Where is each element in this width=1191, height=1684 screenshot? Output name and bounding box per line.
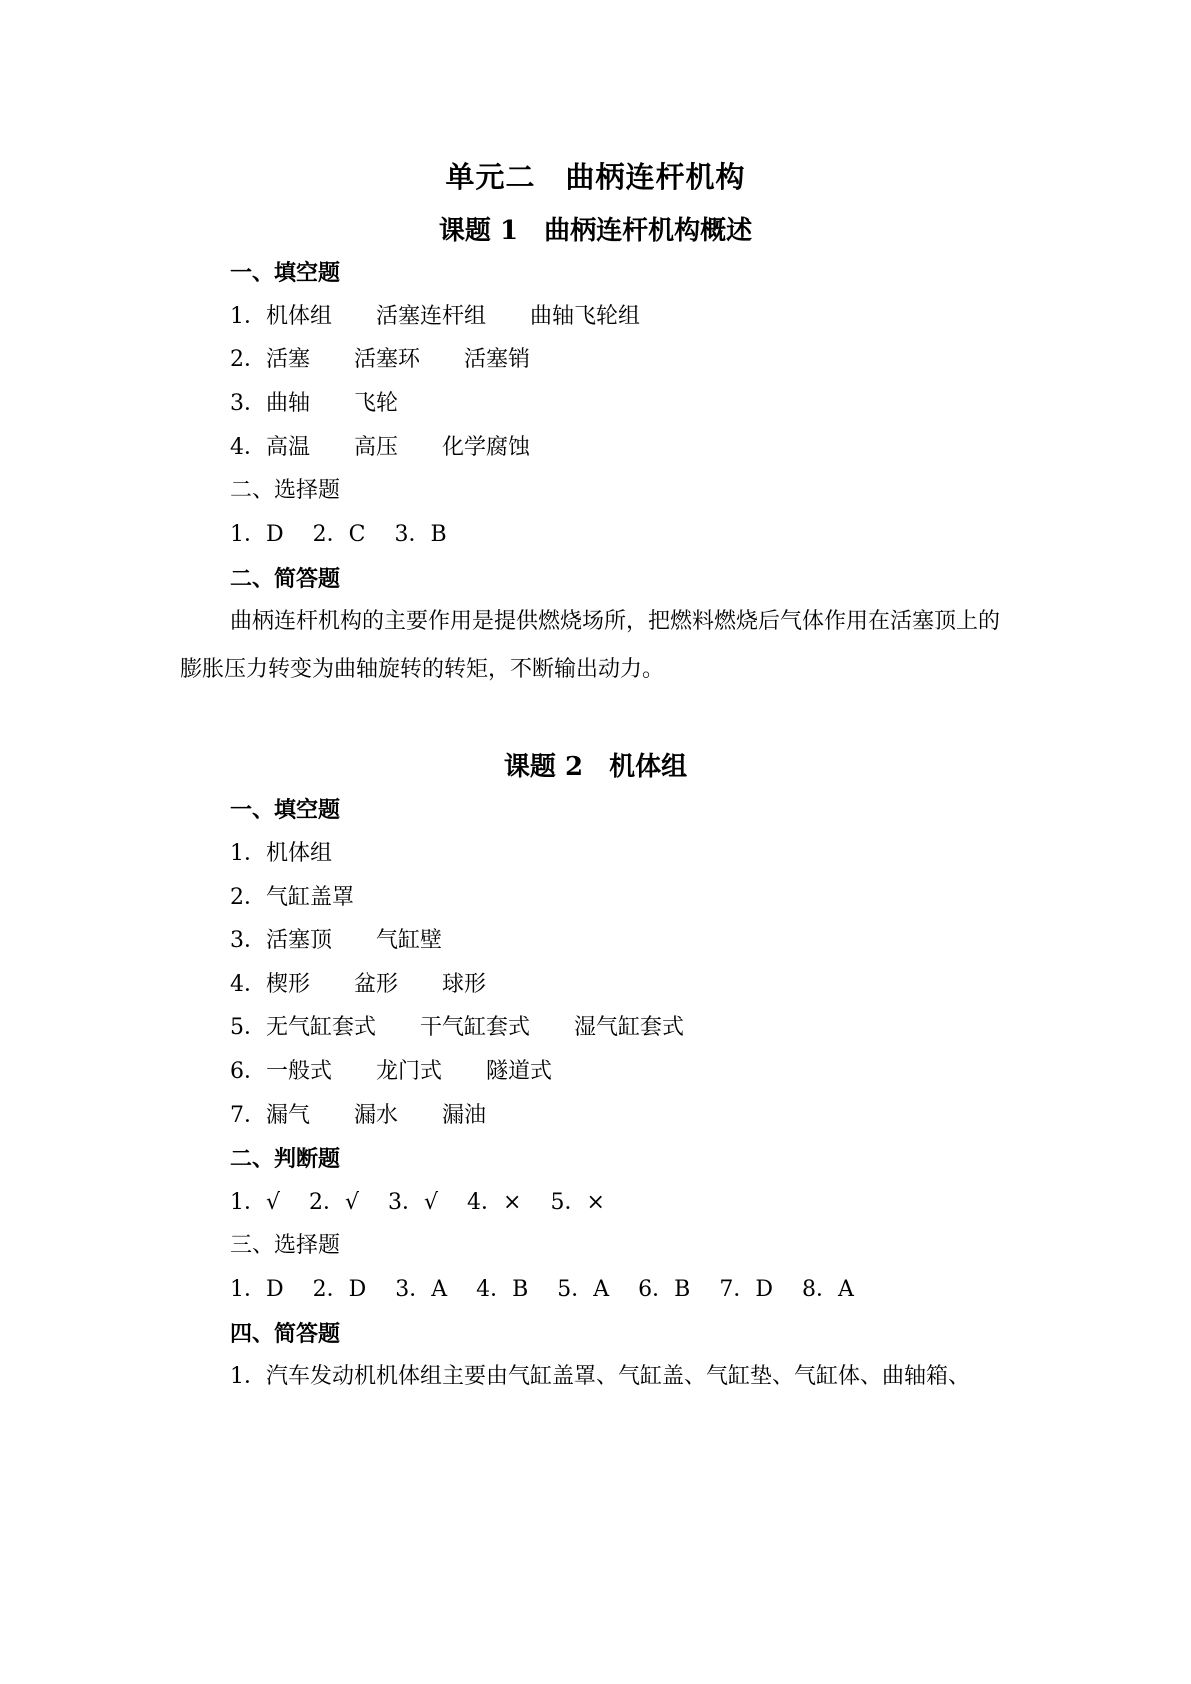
lesson-2-fill-heading: 一、填空题 xyxy=(230,797,341,823)
lesson-2-fill-item-7: 7．漏气 漏水 漏油 xyxy=(230,1103,486,1128)
lesson-2-fill-item-6: 6．一般式 龙门式 隧道式 xyxy=(230,1059,552,1084)
lesson-2-fill-item-1: 1．机体组 xyxy=(230,841,332,866)
lesson-2-fill-item-3: 3．活塞顶 气缸壁 xyxy=(230,928,442,953)
lesson-1-fill-item-3: 3．曲轴 飞轮 xyxy=(230,391,398,416)
lesson-2-short-heading: 四、简答题 xyxy=(230,1321,341,1347)
lesson-1-fill-item-2: 2．活塞 活塞环 活塞销 xyxy=(230,347,530,372)
lesson-1-fill-heading: 一、填空题 xyxy=(230,260,341,286)
lesson-1-short-heading: 二、简答题 xyxy=(230,566,341,592)
lesson-1-choice-answers: 1．D 2．C 3．B xyxy=(230,522,447,547)
lesson-1-title: 课题 1 曲柄连杆机构概述 xyxy=(438,216,753,246)
lesson-1-fill-item-1: 1．机体组 活塞连杆组 曲轴飞轮组 xyxy=(230,304,640,329)
lesson-2-judge-heading: 二、判断题 xyxy=(230,1146,341,1172)
lesson-1-short-answer xyxy=(180,598,1020,694)
lesson-2-judge-answers: 1．√ 2．√ 3．√ 4．× 5．× xyxy=(230,1190,605,1215)
lesson-1-fill-item-4: 4．高温 高压 化学腐蚀 xyxy=(230,435,530,460)
lesson-2-choice-answers: 1．D 2．D 3．A 4．B 5．A 6．B 7．D 8．A xyxy=(230,1277,854,1302)
lesson-1-choice-heading: 二、选择题 xyxy=(230,478,341,503)
lesson-2-title: 课题 2 机体组 xyxy=(503,752,688,782)
lesson-2-fill-item-4: 4．楔形 盆形 球形 xyxy=(230,972,486,997)
lesson-2-fill-item-2: 2．气缸盖罩 xyxy=(230,885,354,910)
lesson-2-choice-heading: 三、选择题 xyxy=(230,1233,341,1258)
unit-title: 单元二 曲柄连杆机构 xyxy=(445,160,746,194)
lesson-2-short-answer-1: 1．汽车发动机机体组主要由气缸盖罩、气缸盖、气缸垫、气缸体、曲轴箱、 xyxy=(230,1364,970,1389)
lesson-1-short-answer-text: 曲柄连杆机构的主要作用是提供燃烧场所，把燃料燃烧后气体作用在活塞顶上的膨胀压力转变为曲轴旋转的转矩，不断输出动力。 xyxy=(180,609,1001,682)
lesson-2-fill-item-5: 5．无气缸套式 干气缸套式 湿气缸套式 xyxy=(230,1015,684,1040)
